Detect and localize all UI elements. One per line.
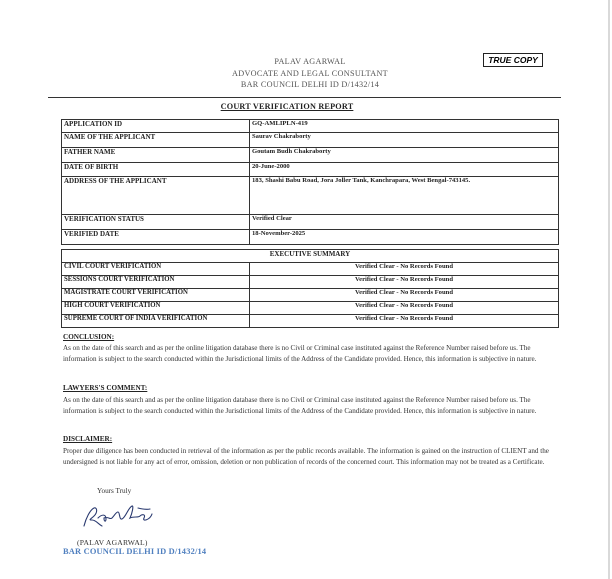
sessions-court-value: Verified Clear - No Records Found <box>250 276 559 289</box>
table-row <box>62 276 559 289</box>
address-value: 183, Shashi Babu Road, Jora Joller Tank, Kanchrapara, West Bengal-743145. <box>250 177 559 215</box>
table-row <box>62 250 559 263</box>
conclusion-body: As on the date of this search and as per the online litigation database there is no Civil or Criminal case instituted against the Reference Number raised before us. The information is subject to the search conducted within the Jurisdictional limits of the Address of the Candidate provided. Hence, this information is subjective in nature. <box>63 344 537 363</box>
sessions-court-label: SESSIONS COURT VERIFICATION <box>62 276 250 289</box>
report-title: COURT VERIFICATION REPORT <box>220 102 354 111</box>
applicant-name-value: Saurav Chakraborty <box>250 133 559 148</box>
high-court-value: Verified Clear - No Records Found <box>250 302 559 315</box>
lawyers-comment-body: As on the date of this search and as per the online litigation database there is no Civil or Criminal case instituted against the Reference Number raised before us. The information is subject to the search conducted within the Jurisdictional limits of the Address of the Candidate provided. Hence, this information is subjective in nature. <box>63 396 537 415</box>
dob-value: 20-June-2000 <box>250 163 559 177</box>
father-name-label: FATHER NAME <box>62 148 250 163</box>
table-row <box>62 263 559 276</box>
applicant-name-label: NAME OF THE APPLICANT <box>62 133 250 148</box>
supreme-court-label: SUPREME COURT OF INDIA VERIFICATION <box>62 315 250 328</box>
table-row <box>62 315 559 328</box>
supreme-court-value: Verified Clear - No Records Found <box>250 315 559 328</box>
dob-label: DATE OF BIRTH <box>62 163 250 177</box>
disclaimer-title: DISCLAIMER: <box>63 435 113 443</box>
lawyers-comment-title: LAWYERS'S COMMENT: <box>63 384 148 392</box>
signature-image <box>80 500 160 534</box>
magistrate-court-label: MAGISTRATE COURT VERIFICATION <box>62 289 250 302</box>
table-row <box>62 148 559 163</box>
civil-court-label: CIVIL COURT VERIFICATION <box>62 263 250 276</box>
verification-status-value: Verified Clear <box>250 215 559 230</box>
executive-summary-table <box>61 249 559 328</box>
table-row <box>62 163 559 177</box>
advocate-role: ADVOCATE AND LEGAL CONSULTANT <box>232 68 388 78</box>
application-id-label: APPLICATION ID <box>62 120 250 133</box>
applicant-details-table <box>61 119 559 245</box>
application-id-value: GQ-AMLIPLN-419 <box>250 120 559 133</box>
footer-bar-id: BAR COUNCIL DELHI ID D/1432/14 <box>63 547 207 556</box>
table-row <box>62 215 559 230</box>
closing-text: Yours Truly <box>97 487 132 495</box>
summary-heading: EXECUTIVE SUMMARY <box>62 250 559 263</box>
conclusion-title: CONCLUSION: <box>63 333 115 341</box>
signatory-name: (PALAV AGARWAL) <box>77 538 148 547</box>
magistrate-court-value: Verified Clear - No Records Found <box>250 289 559 302</box>
table-row <box>62 289 559 302</box>
table-row <box>62 120 559 133</box>
civil-court-value: Verified Clear - No Records Found <box>250 263 559 276</box>
address-label: ADDRESS OF THE APPLICANT <box>62 177 250 215</box>
verified-date-label: VERIFIED DATE <box>62 230 250 245</box>
letterhead <box>0 56 612 91</box>
header-divider <box>48 97 561 98</box>
table-row <box>62 302 559 315</box>
true-copy-stamp: TRUE COPY <box>483 53 543 67</box>
father-name-value: Goutam Budh Chakraborty <box>250 148 559 163</box>
disclaimer-body: Proper due diligence has been conducted in retrieval of the information as per the public records available. The information is gained on the instruction of CLIENT and the undersigned is not liable for any act of error, omission, deletion or non publication of records of the concerned court. This information may not be treated as a Certificate. <box>63 447 549 466</box>
table-row <box>62 133 559 148</box>
table-row <box>62 230 559 245</box>
verification-status-label: VERIFICATION STATUS <box>62 215 250 230</box>
verified-date-value: 18-November-2025 <box>250 230 559 245</box>
advocate-bar-id: BAR COUNCIL DELHI ID D/1432/14 <box>240 80 380 89</box>
high-court-label: HIGH COURT VERIFICATION <box>62 302 250 315</box>
table-row <box>62 177 559 215</box>
advocate-name: PALAV AGARWAL <box>274 57 346 66</box>
